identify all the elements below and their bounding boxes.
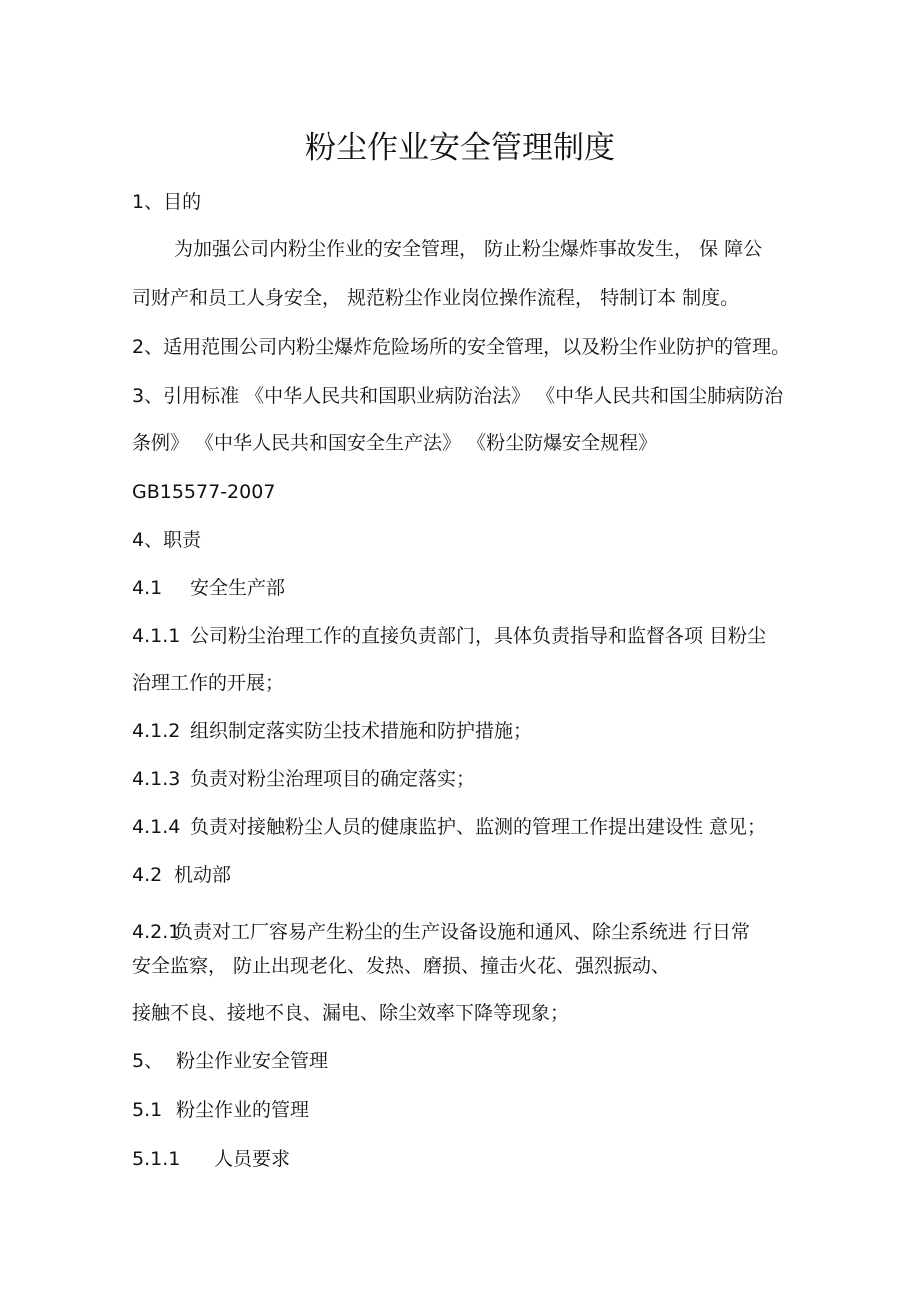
section-text: 机动部 [174, 864, 232, 886]
section-4-heading: 4、职责 [132, 529, 202, 551]
section-4-1 [132, 575, 285, 601]
section-4-1-3 [132, 766, 475, 792]
section-1-paragraph-line-1: 为加强公司内粉尘作业的安全管理， 防止粉尘爆炸事故发生， 保 障公 [174, 238, 763, 260]
section-number: 4.1.3 [132, 768, 181, 790]
section-number: 5.1 [132, 1099, 163, 1121]
section-number: 5.1.1 [132, 1148, 181, 1170]
section-number: 4.1.2 [132, 720, 181, 742]
section-5-1-1 [132, 1146, 290, 1172]
section-number: 4.1.1 [132, 625, 181, 647]
section-5-1 [132, 1097, 309, 1123]
section-text: 安全生产部 [190, 577, 286, 599]
section-text: 组织制定落实防尘技术措施和防护措施； [190, 720, 533, 742]
section-number: 4.1 [132, 577, 163, 599]
section-1-paragraph-line-2: 司财产和员工人身安全， 规范粉尘作业岗位操作流程， 特制订本 制度。 [132, 287, 740, 309]
section-number: 4.2.1 [132, 921, 181, 943]
section-5-heading [132, 1048, 328, 1074]
section-text: 人员要求 [214, 1148, 291, 1170]
section-text: 负责对粉尘治理项目的确定落实； [190, 768, 476, 790]
section-1-heading: 1、目的 [132, 191, 202, 213]
section-text: 负责对工厂容易产生粉尘的生产设备设施和通风、除尘系统进 行日常 [174, 921, 751, 943]
section-4-1-2 [132, 718, 532, 744]
section-4-2-1-line-1 [132, 919, 750, 945]
section-text: 公司粉尘治理工作的直接负责部门，具体负责指导和监督各项 目粉尘 [190, 625, 767, 647]
document-title: 粉尘作业安全管理制度 [305, 130, 615, 166]
section-4-2 [132, 862, 231, 888]
section-3-line-2: 条例》 《中华人民共和国安全生产法》 《粉尘防爆安全规程》 [132, 432, 658, 454]
section-4-1-1-line-2: 治理工作的开展； [132, 672, 285, 694]
section-text: 粉尘作业的管理 [176, 1099, 310, 1121]
section-number: 4.2 [132, 864, 163, 886]
section-number: 5、 [132, 1050, 164, 1072]
section-4-2-1-line-3: 接触不良、接地不良、漏电、除尘效率下降等现象； [132, 1002, 570, 1024]
section-4-1-4 [132, 814, 766, 840]
section-3-line-1: 3、引用标准 《中华人民共和国职业病防治法》 《中华人民共和国尘肺病防治 [132, 385, 784, 407]
section-4-2-1-line-2: 安全监察， 防止出现老化、发热、磨损、撞击火花、强烈振动、 [132, 955, 671, 977]
section-text: 粉尘作业安全管理 [176, 1050, 329, 1072]
section-text: 负责对接触粉尘人员的健康监护、监测的管理工作提出建设性 意见； [190, 816, 767, 838]
section-4-1-1-line-1 [132, 623, 766, 649]
section-2: 2、适用范围公司内粉尘爆炸危险场所的安全管理，以及粉尘作业防护的管理。 [132, 336, 791, 358]
section-number: 4.1.4 [132, 816, 181, 838]
section-3-line-3: GB15577-2007 [132, 481, 276, 503]
